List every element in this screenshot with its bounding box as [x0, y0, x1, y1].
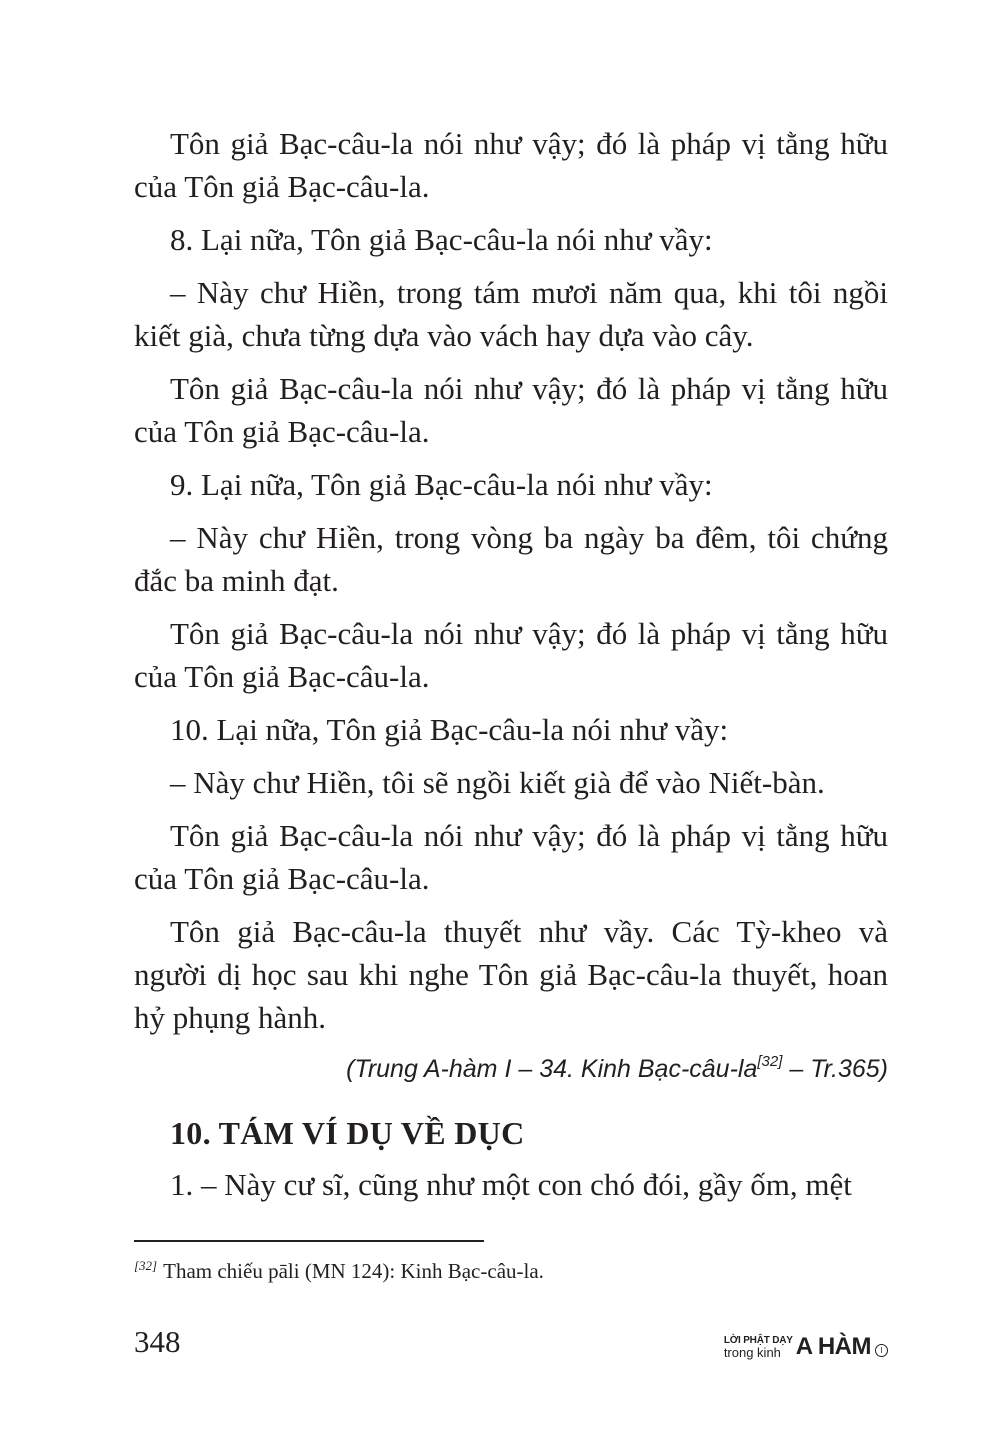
source-citation: [134, 1049, 888, 1089]
volume-badge: I: [875, 1344, 888, 1357]
paragraph: Tôn giả Bạc-câu-la nói như vậy; đó là pháp vị tằng hữu của Tôn giả Bạc-câu-la.: [134, 616, 888, 694]
paragraph: Tôn giả Bạc-câu-la nói như vậy; đó là pháp vị tằng hữu của Tôn giả Bạc-câu-la.: [134, 126, 888, 204]
footnote: [134, 1256, 544, 1286]
logo-line2: trong kinh: [723, 1344, 781, 1360]
logo-line1: LỜI PHẬT DẠY: [723, 1334, 793, 1346]
page-number: 348: [134, 1324, 181, 1359]
section-heading: 10. TÁM VÍ DỤ VỀ DỤC: [170, 1115, 525, 1151]
citation-text: (Trung A-hàm I – 34. Kinh Bạc-câu-la: [346, 1055, 758, 1083]
paragraph: – Này chư Hiền, trong vòng ba ngày ba đêm, tôi chứng đắc ba minh đạt.: [134, 520, 888, 598]
logo-title: A HÀM: [795, 1333, 871, 1360]
series-logo: [724, 1330, 888, 1364]
citation-suffix: – Tr.365): [782, 1055, 888, 1083]
citation-footnote-ref[interactable]: [32]: [757, 1053, 783, 1070]
paragraph: Tôn giả Bạc-câu-la nói như vậy; đó là pháp vị tằng hữu của Tôn giả Bạc-câu-la.: [134, 371, 888, 449]
paragraph: – Này chư Hiền, trong tám mươi năm qua, khi tôi ngồi kiết già, chưa từng dựa vào vách hay dựa vào cây.: [134, 275, 888, 353]
logo-small-text: [724, 1335, 793, 1360]
main-text: [134, 122, 888, 1216]
paragraph: Tôn giả Bạc-câu-la nói như vậy; đó là pháp vị tằng hữu của Tôn giả Bạc-câu-la.: [134, 818, 888, 896]
paragraph: 8. Lại nữa, Tôn giả Bạc-câu-la nói như vầy:: [170, 222, 713, 257]
footnote-divider: [134, 1240, 484, 1242]
paragraph: 10. Lại nữa, Tôn giả Bạc-câu-la nói như vầy:: [170, 712, 729, 747]
footnote-text: Tham chiếu pāli (MN 124): Kinh Bạc-câu-la.: [163, 1259, 544, 1283]
paragraph: 9. Lại nữa, Tôn giả Bạc-câu-la nói như vầy:: [170, 467, 713, 502]
paragraph: Tôn giả Bạc-câu-la thuyết như vầy. Các Tỳ-kheo và người dị học sau khi nghe Tôn giả Bạc-câu-la thuyết, hoan hỷ phụng hành.: [134, 914, 888, 1035]
paragraph: 1. – Này cư sĩ, cũng như một con chó đói, gầy ốm, mệt: [170, 1167, 852, 1202]
footnote-marker: [32]: [134, 1258, 158, 1273]
paragraph: – Này chư Hiền, tôi sẽ ngồi kiết già để vào Niết-bàn.: [170, 765, 825, 800]
